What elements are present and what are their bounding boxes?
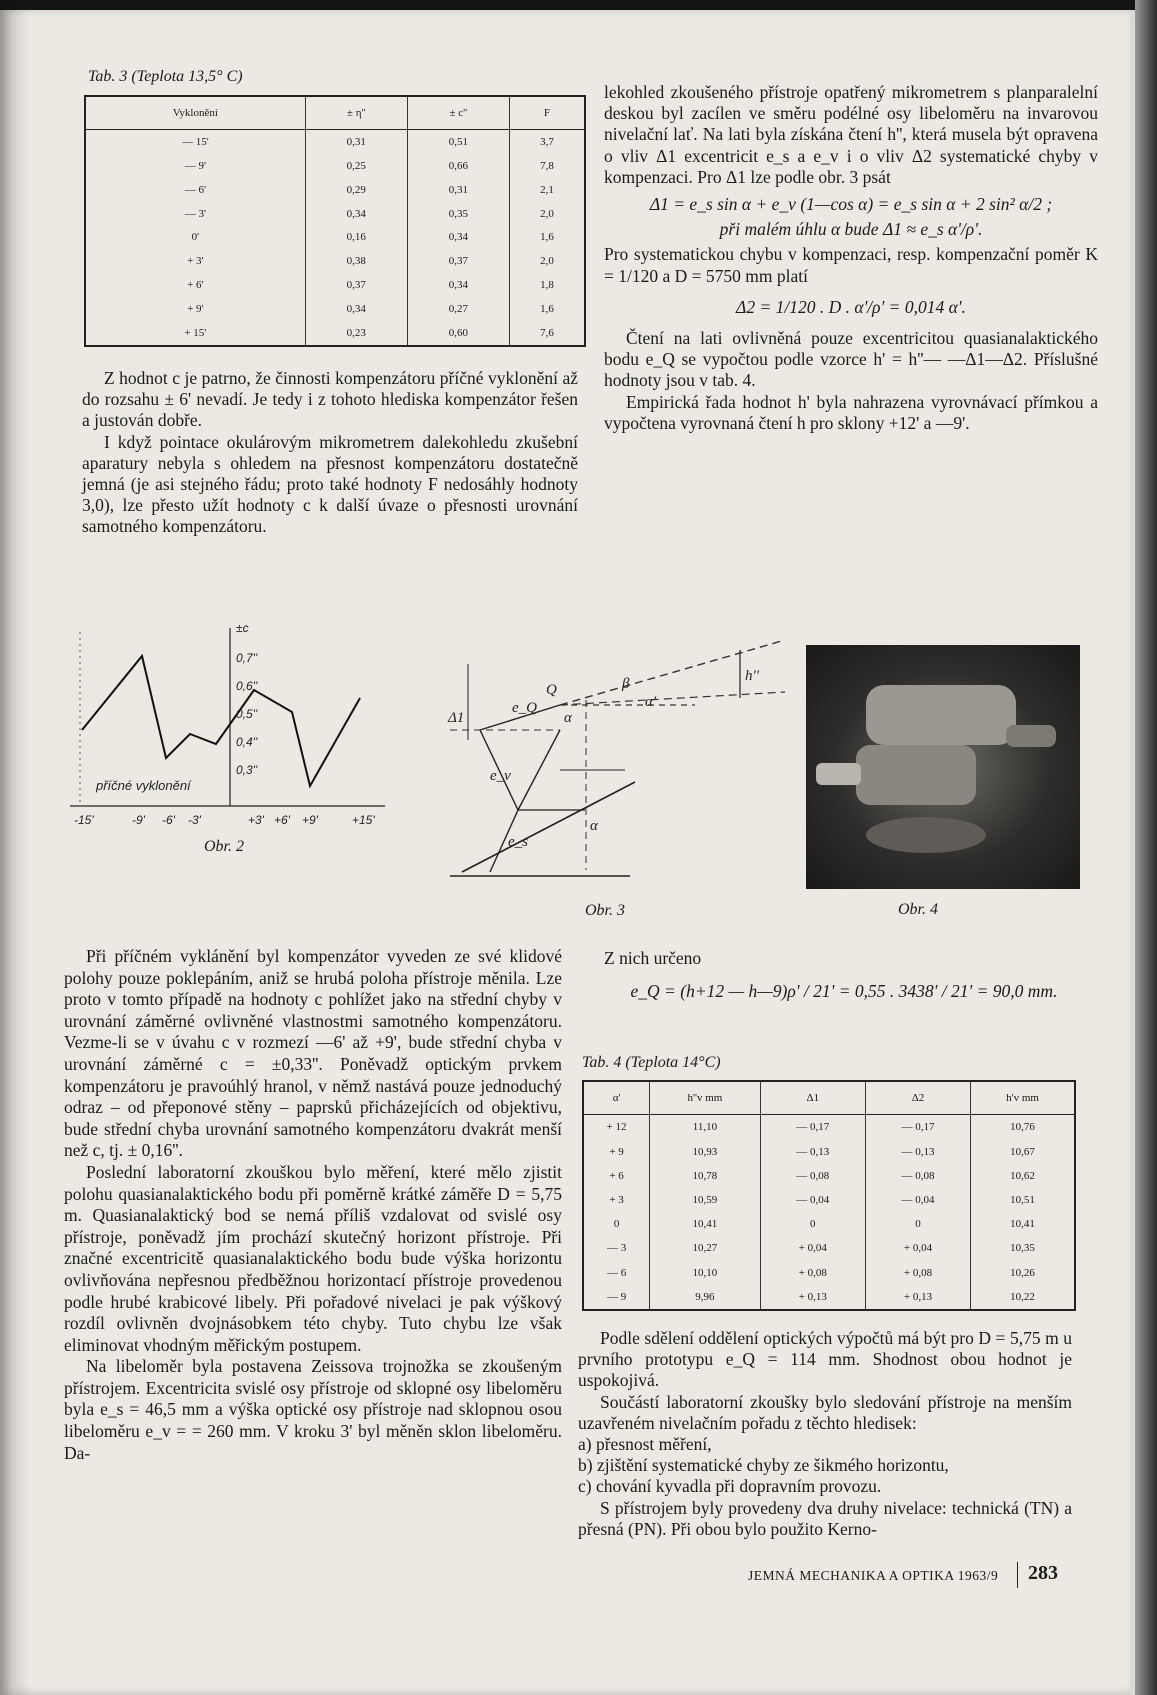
table-cell: 0,16: [305, 226, 407, 250]
table-cell: 9,96: [650, 1285, 761, 1309]
table-cell: 0: [760, 1212, 865, 1236]
figure-4-photo: [806, 645, 1080, 889]
left-column-bottom-text: [64, 946, 562, 1464]
list-item: c) chování kyvadla při dopravním provozu.: [578, 1476, 882, 1497]
table-cell: — 0,08: [760, 1164, 865, 1188]
fig3-label: e_Q: [512, 700, 537, 716]
right-column-eq-block: [604, 948, 1084, 1002]
table-cell: 10,26: [1010, 1266, 1035, 1279]
table-cell: — 3': [86, 202, 305, 226]
table-row: [584, 1188, 1074, 1212]
table-cell: + 9': [86, 297, 305, 321]
table-cell: — 0,13: [865, 1140, 970, 1164]
fig3-label: α: [590, 818, 598, 834]
table-row: [584, 1285, 1074, 1309]
table-cell: 0,38: [305, 249, 407, 273]
fig2-x-tick: -9': [132, 813, 145, 827]
fig3-label: α': [645, 694, 657, 710]
paragraph: Z hodnot c je patrno, že činnosti kompenzátoru příčné vyklonění až do rozsahu ± 6' nevadí. Je tedy i z tohoto hlediska kompenzátor řešen a justován dobře.: [82, 368, 578, 431]
table-cell: + 3: [584, 1188, 650, 1212]
table-cell: 10,51: [1010, 1194, 1035, 1207]
table-cell: + 15': [86, 321, 305, 345]
tab4-caption: Tab. 4 (Teplota 14°C): [582, 1054, 721, 1071]
table-cell: — 0,08: [865, 1164, 970, 1188]
paragraph: Čtení na lati ovlivněná pouze excentricitou quasianalaktického bodu e_Q se vypočtou podle vzorce h' = h''— —Δ1—Δ2. Příslušné hodnoty jsou v tab. 4.: [604, 328, 1098, 391]
table-row: [584, 1140, 1074, 1164]
table-cell: — 15': [86, 129, 305, 153]
table-cell: + 6: [584, 1164, 650, 1188]
table-row: [584, 1212, 1074, 1236]
table-row: [86, 178, 584, 202]
table-cell: 10,67: [1010, 1145, 1035, 1158]
table-cell: — 6: [584, 1261, 650, 1285]
fig3-label: e_v: [490, 768, 511, 784]
fig3-label: α: [564, 710, 572, 726]
table-cell: 0,31: [407, 178, 509, 202]
fig2-y-tick: 0,5'': [236, 707, 258, 721]
paragraph: Poslední laboratorní zkouškou bylo měření, které mělo zjistit polohu quasianalaktického bodu při poměrně krátké záměře D = 5,75 m. Quasianalaktický bod se nemá příliš vzdalovat od svislé osy přístroje, poněvadž jím prochází skutečný horizont přístroje. Při značné excentricitě quasianalaktického bodu bude výška horizontu ovlivňována nepřesnou předběžnou horizontací přístroje provedenou podle hrubé krabicové libely. Při pořadové nivelaci je pak výškový rozdíl ovlivněn dvojnásobkem této chyby. Tuto chybu lze však eliminovat vhodným měřickým postupem.: [64, 1161, 562, 1355]
table-cell: 1,8: [540, 279, 554, 292]
table-cell: — 9': [86, 154, 305, 178]
paragraph: Pro systematickou chybu v kompenzaci, resp. kompenzační poměr K = 1/120 a D = 5750 mm platí: [604, 244, 1098, 286]
left-column-top-text: [82, 368, 578, 538]
list-item: a) přesnost měření,: [578, 1434, 712, 1455]
paragraph: Při příčném vyklánění byl kompenzátor vyveden ze své klidové polohy pouze poklepáním, aniž se hrubá poloha přístroje měnila. Lze proto v tomto případě na hodnoty c pohlížet jako na střední chyby v urovnání záměrné ovlivněné vlastnostmi samotného kompenzátoru. Vezme-li se v úvahu c v rozmezí —6' až +9', bude střední chyba v urovnání záměrné c = ±0,33''. Poněvadž optickým prvkem kompenzátoru je pravoúhlý hranol, v němž nastává pouze jednoduchý odraz – od přeponové stěny – paprsků přicházejících od objektivu, bude střední chyba urovnání samotného kompenzátoru dvakrát menší než c, tj. ± 0,16''.: [64, 946, 562, 1161]
table-cell: 10,59: [650, 1188, 761, 1212]
table-cell: 0,34: [305, 297, 407, 321]
fig2-x-tick: -3': [188, 813, 201, 827]
table-3: [84, 95, 586, 347]
table-cell: — 0,04: [760, 1188, 865, 1212]
paragraph: lekohled zkoušeného přístroje opatřený mikrometrem s planparalelní deskou byl zacílen ve směru podélné osy libeloměru na invarovou nivelační lať. Na lati byla získána čtení h'', která musela být opravena o vliv Δ1 excentricit e_s a e_v i o vliv Δ2 systematické chyby v kompenzaci. Pro Δ1 lze podle obr. 3 psát: [604, 82, 1098, 187]
table-row: [86, 202, 584, 226]
fig3-caption: Obr. 3: [585, 902, 626, 919]
table-header: Vyklonění: [86, 97, 305, 129]
table-cell: 1,6: [540, 303, 554, 316]
fig2-x-tick: -6': [162, 813, 175, 827]
table-row: [584, 1164, 1074, 1188]
table-cell: — 0,17: [760, 1115, 865, 1140]
fig2-y-tick: 0,3'': [236, 763, 258, 777]
table-cell: 0,34: [305, 202, 407, 226]
equation-eq: e_Q = (h+12 — h—9)ρ' / 21' = 0,55 . 3438' / 21' = 90,0 mm.: [630, 981, 1058, 1002]
table-cell: 0,23: [305, 321, 407, 345]
table-cell: 10,35: [1010, 1242, 1035, 1255]
table-cell: — 6': [86, 178, 305, 202]
table-cell: 10,10: [650, 1261, 761, 1285]
table-cell: 7,6: [540, 327, 554, 339]
table-cell: — 0,04: [865, 1188, 970, 1212]
table-cell: 10,41: [650, 1212, 761, 1236]
figure-2: [70, 620, 390, 860]
table-cell: + 0,13: [865, 1285, 970, 1309]
paragraph: Empirická řada hodnot h' byla nahrazena vyrovnávací přímkou a vypočtena vyrovnaná čtení h pro sklony +12' a —9'.: [604, 391, 1098, 433]
table-cell: 0,35: [407, 202, 509, 226]
table-cell: 0,51: [407, 129, 509, 153]
table-row: [86, 249, 584, 273]
table-row: [86, 129, 584, 153]
paragraph: S přístrojem byly provedeny dva druhy nivelace: technická (TN) a přesná (PN). Při obou bylo použito Kerno-: [578, 1497, 1072, 1539]
table-cell: 0,34: [407, 226, 509, 250]
table-cell: 11,10: [650, 1115, 761, 1140]
fig2-x-tick: +3': [248, 813, 264, 827]
table-row: [86, 154, 584, 178]
table-cell: + 0,04: [760, 1236, 865, 1260]
table-cell: 0: [584, 1212, 650, 1236]
table-cell: 10,22: [1010, 1290, 1035, 1303]
table-cell: 0,37: [407, 249, 509, 273]
table-cell: 10,62: [1010, 1169, 1035, 1182]
table-header: ± c'': [407, 97, 509, 129]
fig2-x-tick: -15': [74, 813, 94, 827]
table-cell: 0,37: [305, 273, 407, 297]
scan-top-edge: [0, 0, 1157, 10]
table-row: [584, 1236, 1074, 1260]
table-cell: — 0,17: [865, 1115, 970, 1140]
table-cell: — 9: [584, 1285, 650, 1309]
fig3-label: e_s: [508, 834, 528, 850]
table-cell: + 9: [584, 1140, 650, 1164]
fig2-y-label: ±c: [236, 621, 249, 635]
right-column-top-text: [604, 82, 1098, 434]
right-column-bottom-text: [578, 1328, 1072, 1540]
table-cell: 1,6: [540, 231, 554, 244]
table-cell: + 0,13: [760, 1285, 865, 1309]
table-cell: 7,8: [540, 159, 554, 172]
scan-gutter-shade: [0, 0, 30, 1695]
paragraph: I když pointace okulárovým mikrometrem dalekohledu zkušební aparatury nebyla s ohledem na přesnost kompenzátoru dostatečně jemná (je asi stejného řádu; proto také hodnoty F nedosáhly hodnoty 3,0), lze přesto užít hodnoty c k další úvaze o přesnosti urovnání samotného kompenzátoru.: [82, 431, 578, 537]
page-number: 283: [1028, 1562, 1058, 1584]
table-cell: + 12: [584, 1115, 650, 1140]
table-header: F: [509, 97, 584, 129]
fig3-label: β: [622, 676, 630, 692]
equation-delta1: Δ1 = e_s sin α + e_v (1—cos α) = e_s sin α + 2 sin² α/2 ;: [649, 194, 1053, 215]
table-cell: + 3': [86, 249, 305, 273]
table-cell: 0: [865, 1212, 970, 1236]
table-cell: 10,78: [650, 1164, 761, 1188]
table-cell: 0,25: [305, 154, 407, 178]
fig3-label: h'': [745, 668, 759, 684]
table-cell: + 0,04: [865, 1236, 970, 1260]
table-4: [582, 1080, 1076, 1311]
table-header: h'v mm: [971, 1082, 1074, 1115]
table-cell: + 6': [86, 273, 305, 297]
table-cell: 0,66: [407, 154, 509, 178]
table-header: h''v mm: [650, 1082, 761, 1115]
table-cell: — 3: [584, 1236, 650, 1260]
paragraph: Z nich určeno: [604, 948, 702, 968]
table-cell: 10,27: [650, 1236, 761, 1260]
figure-3: [440, 610, 790, 900]
table-row: [86, 273, 584, 297]
table-cell: + 0,08: [865, 1261, 970, 1285]
table-cell: 10,93: [650, 1140, 761, 1164]
journal-footer: JEMNÁ MECHANIKA A OPTIKA 1963/9: [748, 1568, 999, 1583]
table-cell: 0': [86, 226, 305, 250]
table-cell: 10,76: [1010, 1121, 1035, 1134]
table-row: [86, 226, 584, 250]
fig2-y-tick: 0,7'': [236, 651, 258, 665]
table-cell: 2,0: [540, 207, 554, 220]
fig2-y-tick: 0,4'': [236, 735, 258, 749]
fig2-y-tick: 0,6'': [236, 679, 258, 693]
fig2-x-tick: +15': [352, 813, 375, 827]
table-cell: 0,60: [407, 321, 509, 345]
fig4-caption: Obr. 4: [898, 901, 939, 918]
scan-right-edge: [1135, 0, 1157, 1695]
table-header: Δ2: [865, 1082, 970, 1115]
table-cell: + 0,08: [760, 1261, 865, 1285]
table-cell: 0,29: [305, 178, 407, 202]
table-cell: 10,41: [1010, 1218, 1035, 1231]
fig2-x-tick: +6': [274, 813, 290, 827]
table-cell: 2,1: [540, 183, 554, 196]
paragraph: Na libeloměr byla postavena Zeissova trojnožka se zkoušeným přístrojem. Excentricita svislé osy přístroje od sklopné osy libeloměru byla e_s = 46,5 mm a výška optické osy přístroje nad sklopnou osou libeloměru e_v = = 260 mm. V kroku 3' byl měněn sklon libeloměru. Da-: [64, 1356, 562, 1463]
list-item: b) zjištění systematické chyby ze šikmého horizontu,: [578, 1455, 949, 1476]
table-header: Δ1: [760, 1082, 865, 1115]
table-row: [86, 321, 584, 345]
table-cell: 0,34: [407, 273, 509, 297]
table-cell: 2,0: [540, 255, 554, 268]
table-cell: — 0,13: [760, 1140, 865, 1164]
table-header: ± η'': [305, 97, 407, 129]
fig3-label: Q: [546, 682, 557, 698]
table-cell: 0,27: [407, 297, 509, 321]
fig3-label: Δ1: [448, 710, 465, 726]
fig2-x-tick: +9': [302, 813, 318, 827]
table-row: [86, 297, 584, 321]
table-row: [584, 1261, 1074, 1285]
table-header: α': [584, 1082, 650, 1115]
table-cell: 0,31: [305, 129, 407, 153]
paragraph: Podle sdělení oddělení optických výpočtů má být pro D = 5,75 m u prvního prototypu e_Q = 114 mm. Shodnost obou hodnot je uspokojivá.: [578, 1328, 1072, 1391]
table-cell: 3,7: [540, 135, 554, 148]
fig2-x-label: příčné vyklonění: [96, 778, 191, 793]
fig2-caption: Obr. 2: [204, 838, 245, 855]
equation-delta1-approx: při malém úhlu α bude Δ1 ≈ e_s α'/ρ'.: [719, 219, 983, 240]
table-row: [584, 1115, 1074, 1140]
tab3-caption: Tab. 3 (Teplota 13,5° C): [88, 68, 243, 85]
equation-delta2: Δ2 = 1/120 . D . α'/ρ' = 0,014 α'.: [736, 296, 966, 317]
paragraph: Součástí laboratorní zkoušky bylo sledování přístroje na menším uzavřeném nivelačním pořadu z těchto hledisek:: [578, 1391, 1072, 1433]
footer-separator: [1017, 1562, 1018, 1588]
